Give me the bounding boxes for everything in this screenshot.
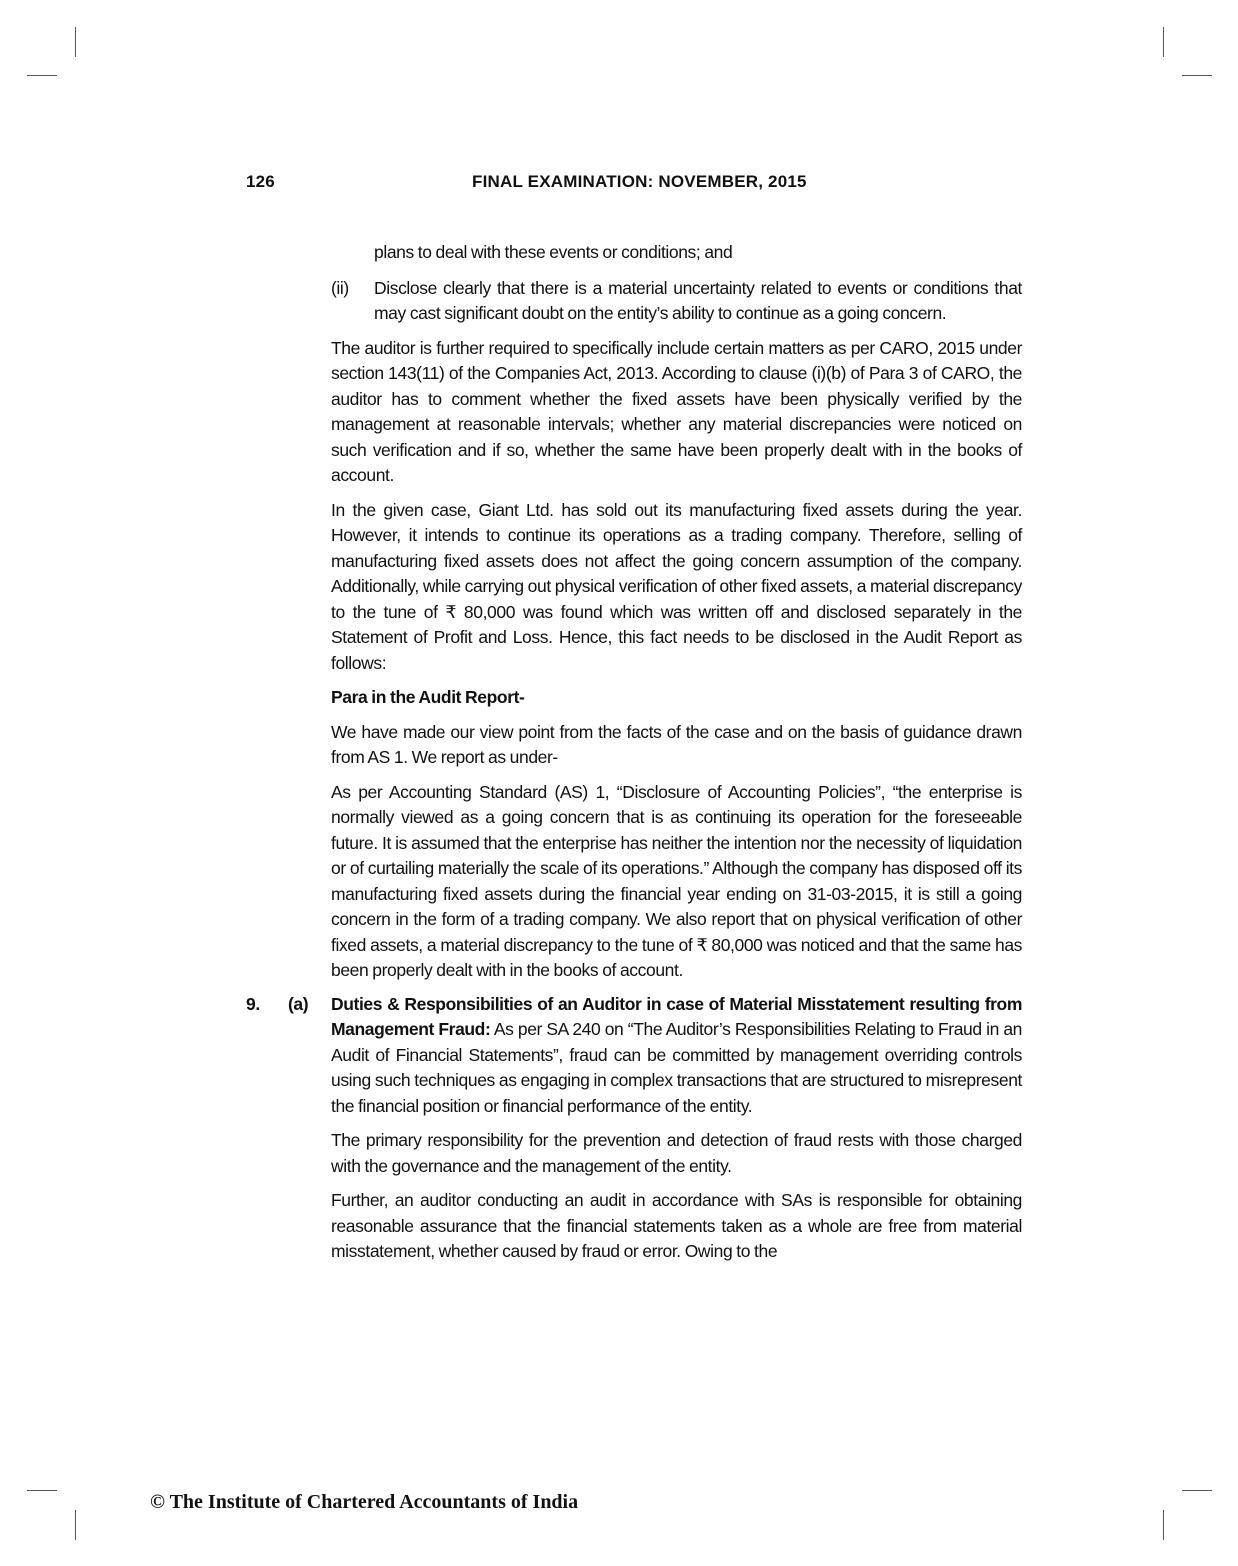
crop-mark-bottom-right-horizontal [1182, 1490, 1212, 1491]
question-number: 9. [246, 993, 260, 1014]
continued-list-item-text: plans to deal with these events or conditions; and [374, 242, 733, 262]
paragraph-case-facts: In the given case, Giant Ltd. has sold out its manufacturing fixed assets during the year. However, it intends to continue its operations as a trading company. Therefore, selling of manufacturing fixed assets does not affect the going concern assumption of the company. Additionally, while carrying out physical verification of other fixed assets, a material discrepancy to the tune of ₹ 80,000 was found which was written off and disclosed separately in the Statement of Profit and Loss. Hence, this fact needs to be disclosed in the Audit Report as follows: [331, 499, 1022, 673]
paragraph-view-point: We have made our view point from the facts of the case and on the basis of guidance drawn from AS 1. We report as under- [331, 721, 1022, 767]
list-item-text: Disclose clearly that there is a material uncertainty related to events or conditions that may cast significant doubt on the entity’s ability to continue as a going concern. [374, 277, 1022, 323]
page-number: 126 [246, 172, 275, 191]
crop-mark-bottom-left-vertical [75, 1510, 76, 1540]
crop-mark-bottom-left-horizontal [27, 1490, 57, 1491]
paragraph-as1-report: As per Accounting Standard (AS) 1, “Disclosure of Accounting Policies”, “the enterprise is normally viewed as a going concern that is as continuing its operation for the foreseeable future. It is assumed that the enterprise has neither the intention nor the necessity of liquidation or of curtailing materially the scale of its operations.” Although the company has disposed off its manufacturing fixed assets during the financial year ending on 31-03-2015, it is still a going concern in the form of a trading company. We also report that on physical verification of other fixed assets, a material discrepancy to the tune of ₹ 80,000 was noticed and that the same has been properly dealt with in the books of account. [331, 781, 1022, 980]
crop-mark-top-right-vertical [1163, 27, 1164, 57]
running-header-title: FINAL EXAMINATION: NOVEMBER, 2015 [472, 172, 807, 191]
page-content [246, 240, 1022, 1274]
copyright-footer: © The Institute of Chartered Accountants of India [150, 1491, 579, 1513]
audit-report-heading: Para in the Audit Report- [331, 687, 525, 707]
question-9a-paragraph [331, 992, 1022, 1120]
crop-mark-bottom-right-vertical [1163, 1510, 1164, 1540]
paragraph-primary-responsibility: The primary responsibility for the prevention and detection of fraud rests with those charged with the governance and the management of the entity. [331, 1130, 1022, 1176]
list-item-marker: (ii) [331, 277, 349, 298]
question-9a-intro: As per SA 240 on “The Auditor’s Responsibilities Relating to Fraud in an Audit of Financial Statements”, fraud can be committed by management overriding controls using such techniques as engaging in complex transactions that are structured to misrepresent the financial position or financial performance of the entity. [331, 1019, 1022, 1116]
question-9a [246, 992, 1022, 1265]
crop-mark-top-left-vertical [75, 27, 76, 57]
crop-mark-top-left-horizontal [27, 75, 57, 76]
crop-mark-top-right-horizontal [1182, 75, 1212, 76]
paragraph-auditor-assurance: Further, an auditor conducting an audit in accordance with SAs is responsible for obtaining reasonable assurance that the financial statements taken as a whole are free from material misstatement, whether caused by fraud or error. Owing to the [331, 1190, 1022, 1261]
list-item-ii [331, 276, 1022, 327]
question-sub-part: (a) [288, 993, 309, 1014]
question-9a-heading: Duties & Responsibilities of an Auditor in case of Material Misstatement resulting from Management Fraud: [331, 993, 1022, 1039]
paragraph-caro-requirements: The auditor is further required to specifically include certain matters as per CARO, 2015 under section 143(11) of the Companies Act, 2013. According to clause (i)(b) of Para 3 of CARO, the auditor has to comment whether the fixed assets have been physically verified by the management at reasonable intervals; whether any material discrepancies were noticed on such verification and if so, whether the same have been properly dealt with in the books of account. [331, 337, 1022, 485]
